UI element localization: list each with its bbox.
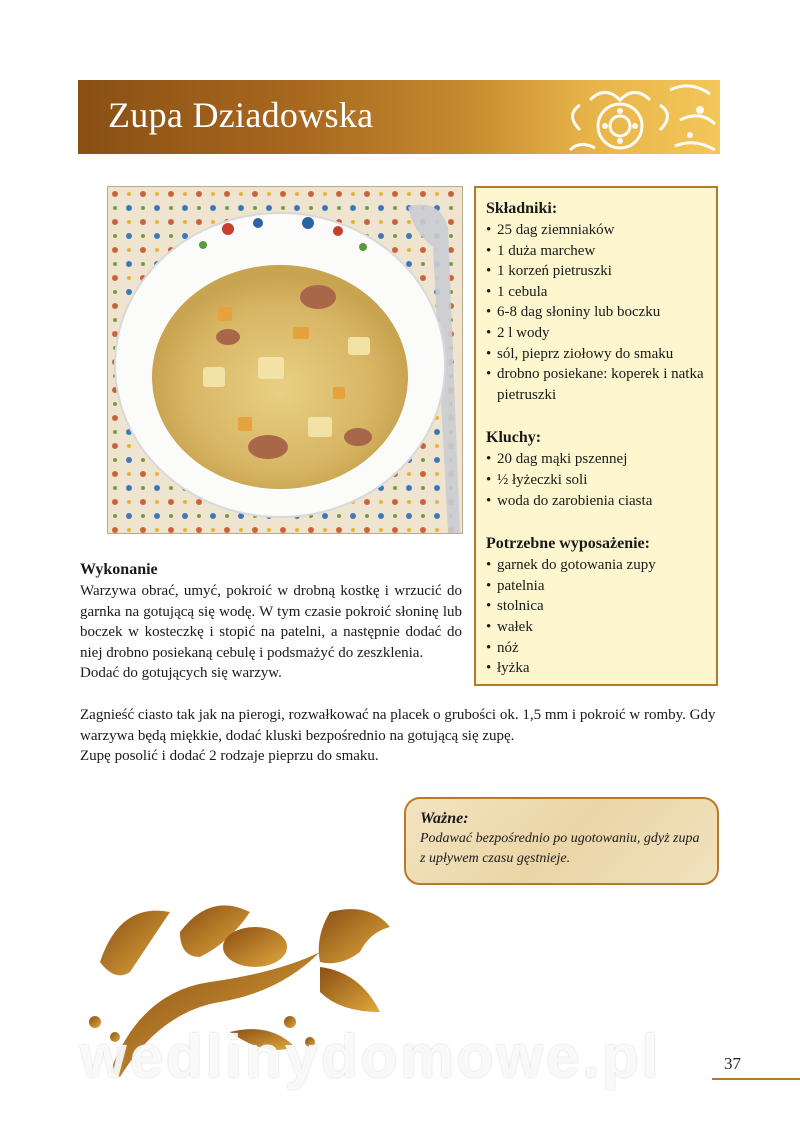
equipment-heading: Potrzebne wyposażenie: <box>486 535 650 553</box>
list-item: • garnek do gotowania zupy <box>486 555 708 576</box>
list-item: • 1 duża marchew <box>486 241 708 262</box>
important-heading: Ważne: <box>420 810 469 827</box>
list-item: • stolnica <box>486 596 708 617</box>
soup-bowl-image <box>108 187 462 533</box>
important-text: Podawać bezpośrednio po ugotowaniu, gdyż zupa z upływem czasu gęstnieje. <box>420 831 700 866</box>
important-note <box>404 797 719 885</box>
list-item: • ½ łyżeczki soli <box>486 470 708 491</box>
method-paragraph: Dodać do gotujących się warzyw. <box>80 665 282 682</box>
list-item: • 1 korzeń pietruszki <box>486 261 708 282</box>
list-item: • patelnia <box>486 576 708 597</box>
page-title: Zupa Dziadowska <box>108 95 374 135</box>
ingredients-heading: Składniki: <box>486 200 558 217</box>
method-text-narrow <box>80 581 462 684</box>
soup-photo <box>107 186 463 534</box>
watermark: wedlinydomowe.pl <box>80 1023 662 1090</box>
method-heading: Wykonanie <box>80 561 158 578</box>
list-item: • 1 cebula <box>486 282 708 303</box>
equipment-list <box>486 555 708 679</box>
list-item: • 2 l wody <box>486 323 708 344</box>
list-item: • nóż <box>486 638 708 659</box>
method-paragraph: Zagnieść ciasto tak jak na pierogi, rozwałkować na placek o grubości ok. 1,5 mm i pokroić w romby. Gdy warzywa będą miękkie, dodać kluski bezpośrednio na gotującą się zupę. <box>80 707 716 744</box>
list-item: • 25 dag ziemniaków <box>486 220 708 241</box>
list-item: • woda do zarobienia ciasta <box>486 491 708 512</box>
page-number-divider <box>712 1078 800 1080</box>
ingredients-box <box>474 186 718 686</box>
list-item: • łyżka <box>486 658 708 679</box>
list-item: • sól, pieprz ziołowy do smaku <box>486 344 708 365</box>
list-item: • drobno posiekane: koperek i natka pietruszki <box>486 364 708 405</box>
method-paragraph: Zupę posolić i dodać 2 rodzaje pieprzu do smaku. <box>80 748 379 765</box>
dumplings-list <box>486 449 708 511</box>
ingredients-list <box>486 220 708 405</box>
title-band <box>78 80 720 154</box>
page-number: 37 <box>724 1054 741 1073</box>
list-item: • wałek <box>486 617 708 638</box>
method-paragraph: Warzywa obrać, umyć, pokroić w drobną kostkę i wrzucić do garnka na gotującą się wodę. W tym czasie pokroić słoninę lub boczek w kosteczkę i stopić na patelni, a następnie dodać do niej drobno posiekaną cebulę i podsmażyć do zeszklenia. <box>80 583 462 661</box>
dumplings-heading: Kluchy: <box>486 429 542 447</box>
sun-flower-ornament-icon <box>550 80 720 154</box>
list-item: • 6-8 dag słoniny lub boczku <box>486 302 708 323</box>
method-text-wide <box>80 705 720 767</box>
list-item: • 20 dag mąki pszennej <box>486 449 708 470</box>
